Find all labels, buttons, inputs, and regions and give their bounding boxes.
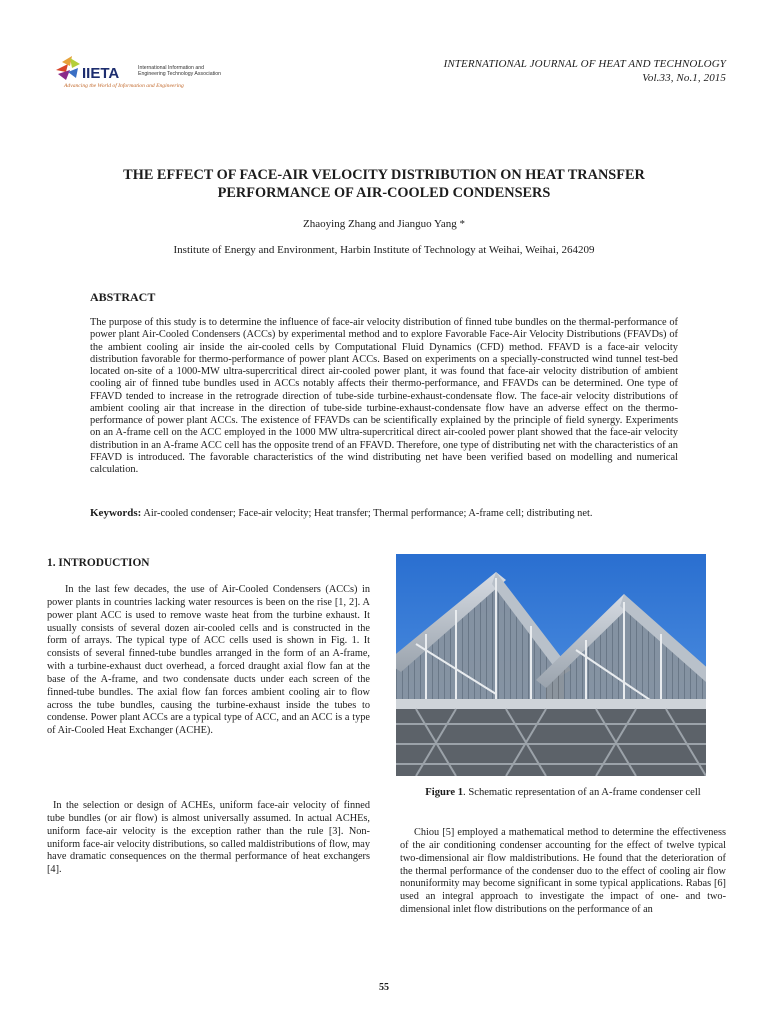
a-frame-condenser-photo	[396, 554, 706, 776]
intro-paragraph-2-text: In the selection or design of ACHEs, uniform face-air velocity of finned tube bundles (or air flow) is almost universally assumed. In actual ACHEs, uniform face-air velocity is the exception rather than the rule [3]. Non-uniform face-air velocity distributions, so called maldistributions of flow, may have dramatic consequences on the thermal performance of heat exchangers [4].	[47, 800, 370, 876]
abstract-heading: ABSTRACT	[90, 290, 156, 304]
logo-org-line1: International Information and	[138, 65, 205, 71]
keywords-text: Air-cooled condenser; Face-air velocity; Heat transfer; Thermal performance; A-frame cell; distributing net.	[143, 508, 593, 519]
intro-paragraph-3	[400, 827, 726, 917]
journal-title: INTERNATIONAL JOURNAL OF HEAT AND TECHNOLOGY	[443, 58, 726, 70]
journal-issue: Vol.33, No.1, 2015	[642, 72, 726, 84]
intro-paragraph-1	[47, 584, 370, 738]
intro-paragraph-3-text: Chiou [5] employed a mathematical method to determine the effectiveness of the air conditioning condenser accounting for the effect of twelve typical two-dimensional air flow maldistributions. He found that the deterioration of the thermal performance of the condenser duo to the effect of cooling air flow nonuniformity may become significant in some typical applications. Rabas [6] used an integral approach to investigate the impact of one- and two-dimensional inlet flow distributions on the performance of an	[400, 827, 726, 916]
logo-org-line2: Engineering Technology Association	[138, 71, 221, 77]
paper-affiliation: Institute of Energy and Environment, Harbin Institute of Technology at Weihai, Weihai, 264209	[173, 244, 595, 256]
paper-authors: Zhaoying Zhang and Jianguo Yang *	[303, 218, 465, 230]
section-heading-introduction: 1. INTRODUCTION	[47, 557, 150, 569]
page-number: 55	[379, 982, 389, 993]
figure-1-caption-text: . Schematic representation of an A-frame condenser cell	[463, 787, 701, 798]
paper-title-line2: PERFORMANCE OF AIR-COOLED CONDENSERS	[217, 185, 551, 201]
keywords-label: Keywords:	[90, 507, 142, 519]
paper-title	[40, 166, 728, 202]
intro-paragraph-1-text: In the last few decades, the use of Air-Cooled Condensers (ACCs) in power plants in countries lacking water resources is been on the rise [1, 2]. A power plant ACC is used to remove waste heat from the turbine exhaust. It usually consists of several dozen air-cooled cells and is constructed in the form of arrays. The typical type of ACC cells used is shown in Fig. 1. It consists of several finned-tube bundles arranged in the form of an A-frame, with a turbine-exhaust duct overhead, a forced draught axial flow fan at the base of the A-frame, and two condensate ducts under each screen of the finned-tube bundles. The axial flow fan forces ambient cooling air to flow across the tube bundles, causing the turbine-exhaust inside the tubes to condense. Power plant ACCs are a typical type of ACC, and an ACC is a type of Air-Cooled Heat Exchanger (ACHE).	[47, 584, 370, 737]
figure-1-image	[396, 554, 706, 776]
keywords	[90, 507, 690, 520]
figure-1-label: Figure 1	[425, 787, 464, 798]
logo-wordmark: IIETA	[82, 65, 120, 82]
journal-header	[444, 57, 726, 85]
iieta-logo-icon	[54, 54, 264, 90]
abstract-text: The purpose of this study is to determine the influence of face-air velocity distribution of finned tube bundles on the thermal-performance of power plant Air-Cooled Condensers (ACCs) by experimental method and to explore Favorable Face-Air Velocity Distributions (FFAVDs) of the ambient cooling air inside the air-cooled cells by Computational Fluid Dynamics (CFD) method. FFAVD is a face-air velocity distribution favorable for thermo-performance of power plant ACCs. Based on experiments on a specially-constructed wind tunnel test-bed located on-site of a 1000-MW ultra-supercritical direct air-cooled power plant, it was found that face-air velocity distribution of ambient cooling air of finned tube bundles used in ACCs notably affects their thermo-performance, and FFAVDs can be determined. One type of FFAVD tended to increase in the retrograde direction of tube-side turbine-exhaust-condensate flow. The face-air velocity distributions of ambient cooling air that increase in the direction of tube-side turbine-exhaust-condensate flow have an adverse effect on the thermo-performance of power plant ACCs. The existence of FFAVDs can be scientifically explained by the principle of field synergy. Experiments on an A-frame cell on the ACC employed in the 1000 MW ultra-supercritical direct air-cooled power plant showed that the face-air velocity distribution in an A-frame ACC cell has the opposite trend of an FFAVD. Therefore, one type of distributing net with the characteristics of an FFAVD is introduced. The favorable characteristics of the wind distributing net have been verified based on modelling and numerical calculation.	[90, 317, 678, 475]
paper-title-line1: THE EFFECT OF FACE-AIR VELOCITY DISTRIBUTION ON HEAT TRANSFER	[123, 167, 645, 183]
figure-1-caption	[400, 786, 726, 799]
intro-paragraph-2	[47, 800, 370, 877]
logo-tagline: Advancing the World of Information and Engineering	[64, 83, 184, 89]
journal-logo	[54, 54, 264, 90]
